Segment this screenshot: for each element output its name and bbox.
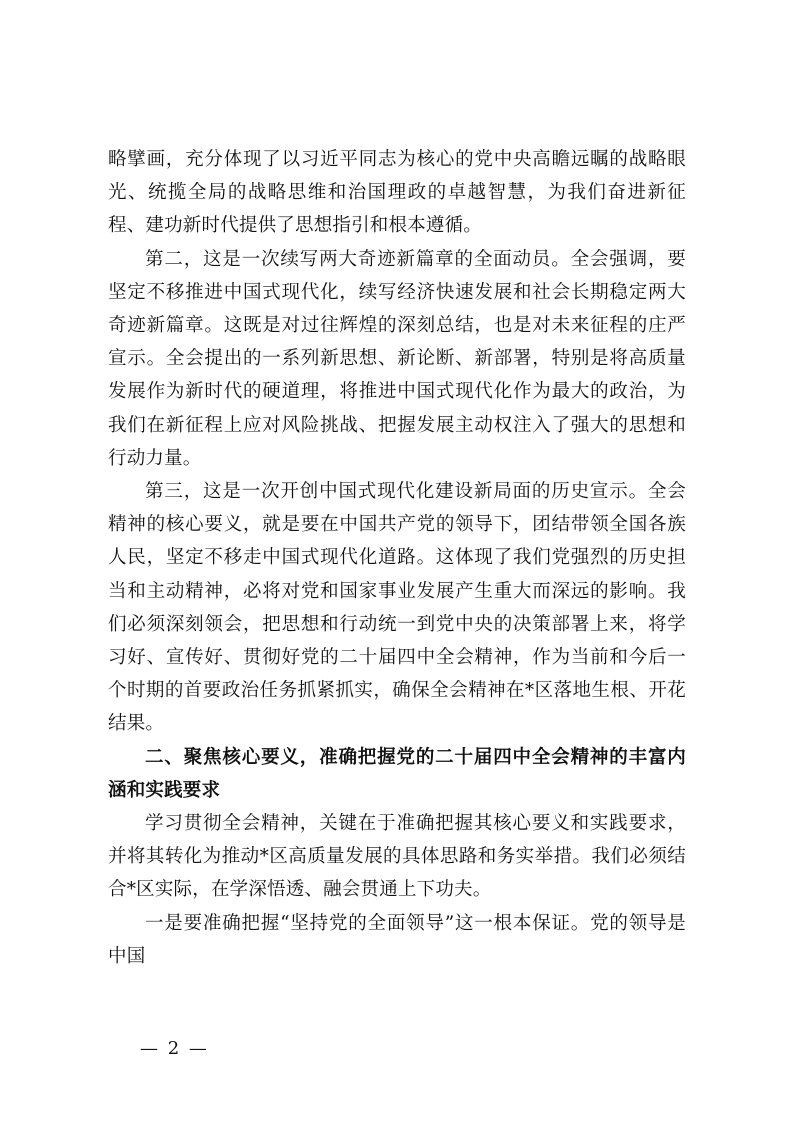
page-number: — 2 — bbox=[140, 1038, 209, 1059]
paragraph-first-requirement: 一是要准确把握“坚持党的全面领导”这一根本保证。党的领导是中国 bbox=[108, 912, 686, 967]
paragraph-continuation: 略擘画，充分体现了以习近平同志为核心的党中央高瞻远瞩的战略眼光、统揽全局的战略思维和治国理政的卓越智慧，为我们奋进新征程、建功新时代提供了思想指引和根本遵循。 bbox=[108, 149, 686, 237]
paragraph-section-intro: 学习贯彻全会精神，关键在于准确把握其核心要义和实践要求，并将其转化为推动*区高质量发展的具体思路和务实举措。我们必须结合*区实际，在学深悟透、融会贯通上下功夫。 bbox=[108, 813, 686, 901]
section-heading: 二、聚焦核心要义，准确把握党的二十届四中全会精神的丰富内涵和实践要求 bbox=[108, 746, 686, 801]
paragraph-third-point: 第三，这是一次开创中国式现代化建设新局面的历史宣示。全会精神的核心要义，就是要在中国共产党的领导下，团结带领全国各族人民，坚定不移走中国式现代化道路。这体现了我们党强烈的历史担当和主动精神，必将对党和国家事业发展产生重大而深远的影响。我们必须深刻领会，把思想和行动统一到党中央的决策部署上来，将学习好、宣传好、贯彻好党的二十届四中全会精神，作为当前和今后一个时期的首要政治任务抓紧抓实，确保全会精神在*区落地生根、开花结果。 bbox=[108, 481, 686, 735]
document-body bbox=[108, 143, 686, 973]
paragraph-second-point: 第二，这是一次续写两大奇迹新篇章的全面动员。全会强调，要坚定不移推进中国式现代化，续写经济快速发展和社会长期稳定两大奇迹新篇章。这既是对过往辉煌的深刻总结，也是对未来征程的庄严宣示。全会提出的一系列新思想、新论断、新部署，特别是将高质量发展作为新时代的硬道理，将推进中国式现代化作为最大的政治，为我们在新征程上应对风险挑战、把握发展主动权注入了强大的思想和行动力量。 bbox=[108, 248, 686, 469]
